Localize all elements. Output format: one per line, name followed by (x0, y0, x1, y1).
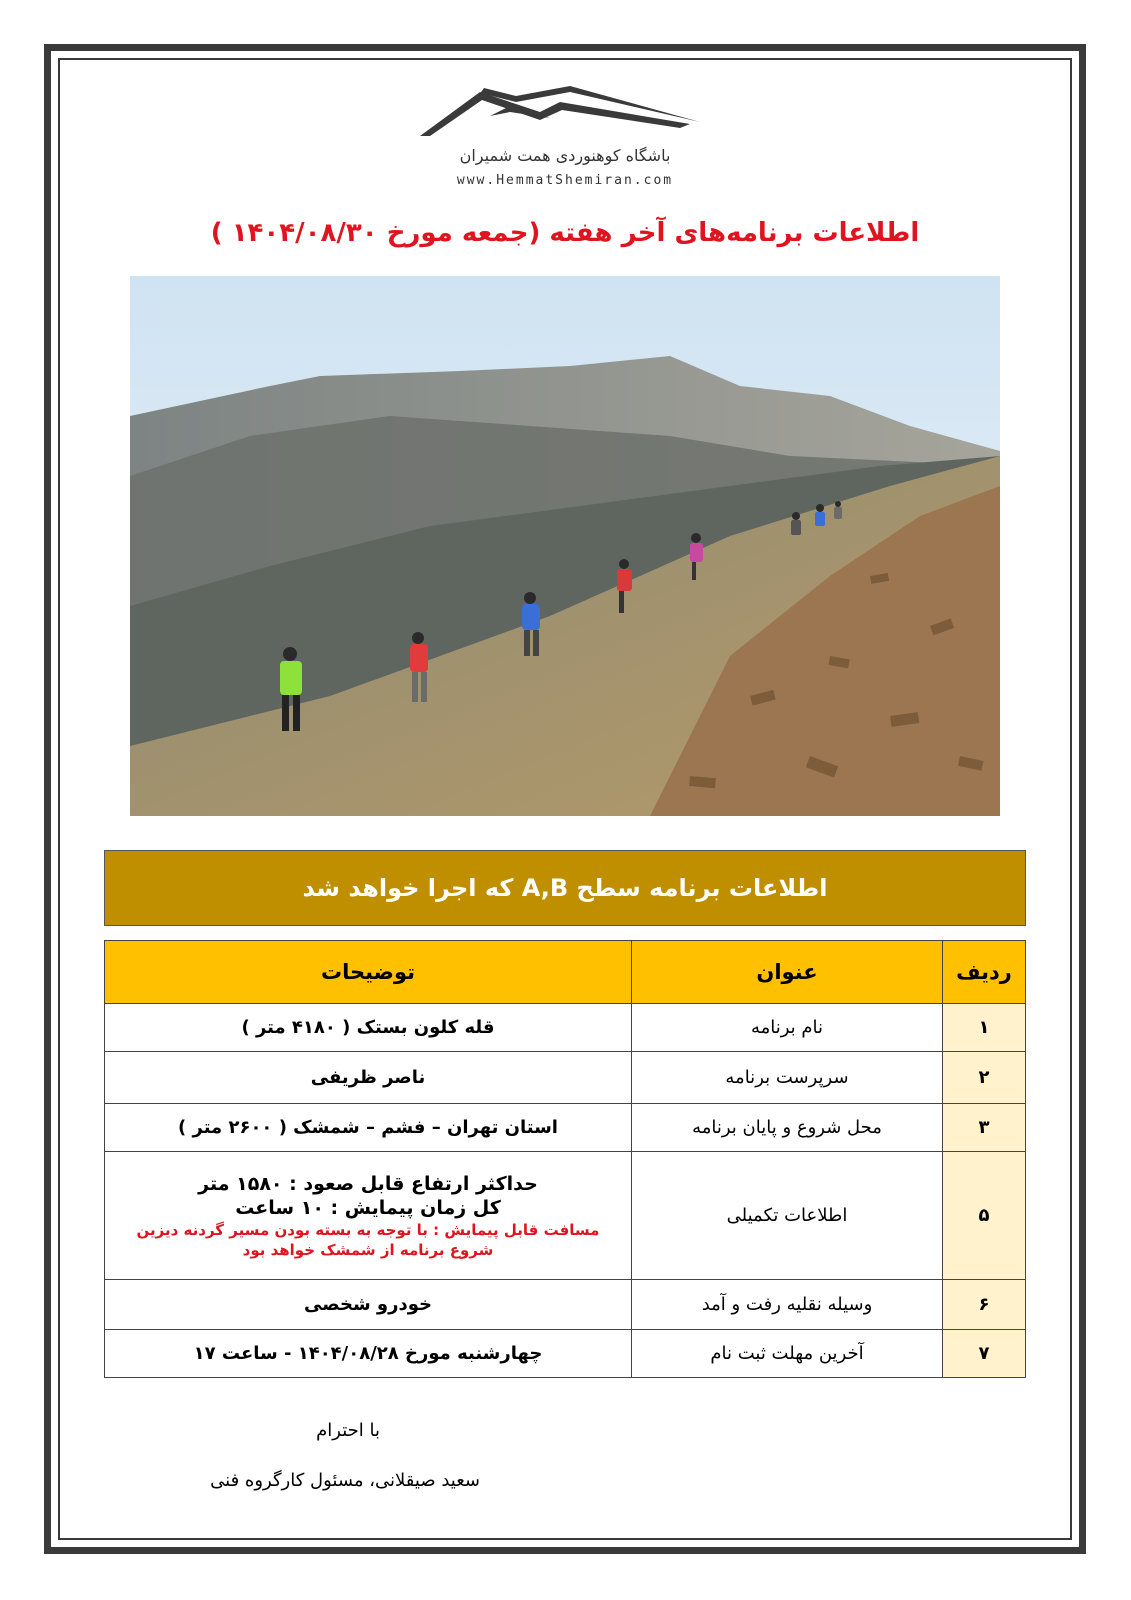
table-row (105, 1152, 1026, 1280)
row-desc: ناصر ظریفی (105, 1052, 632, 1104)
total-time-text: کل زمان پیمایش : ۱۰ ساعت (235, 1196, 501, 1219)
table-header-row (105, 941, 1026, 1004)
table-row (105, 1004, 1026, 1052)
row-num: ۵ (943, 1152, 1026, 1280)
level-banner: اطلاعات برنامه سطح A,B که اجرا خواهد شد (104, 850, 1026, 926)
table-row (105, 1104, 1026, 1152)
signer-text: سعید صیقلانی، مسئول کارگروه فنی (210, 1470, 480, 1491)
header-num: ردیف (943, 941, 1026, 1004)
club-name: باشگاه کوهنوردی همت شمیران (459, 146, 671, 165)
club-url: www.HemmatShemiran.com (456, 173, 674, 188)
row-desc: استان تهران – فشم – شمشک ( ۲۶۰۰ متر ) (105, 1104, 632, 1152)
table-row (105, 1330, 1026, 1378)
row-num: ۷ (943, 1330, 1026, 1378)
row-title: نام برنامه (632, 1004, 943, 1052)
row-title: وسیله نقلیه رفت و آمد (632, 1280, 943, 1330)
table-row (105, 1280, 1026, 1330)
row-num: ۳ (943, 1104, 1026, 1152)
row-desc (105, 1152, 632, 1280)
row-title: محل شروع و پایان برنامه (632, 1104, 943, 1152)
closing-text: با احترام (316, 1420, 380, 1441)
club-logo (420, 84, 710, 192)
distance-note: مسافت قابل پیمایش : با توجه به بسته بودن مسیر گردنه دیزین (136, 1220, 600, 1239)
max-altitude-text: حداکثر ارتفاع قابل صعود : ۱۵۸۰ متر (198, 1172, 538, 1195)
row-desc: قله کلون بستک ( ۴۱۸۰ متر ) (105, 1004, 632, 1052)
row-title: اطلاعات تکمیلی (632, 1152, 943, 1280)
row-title: سرپرست برنامه (632, 1052, 943, 1104)
header-desc: توضیحات (105, 941, 632, 1004)
row-num: ۶ (943, 1280, 1026, 1330)
row-num: ۱ (943, 1004, 1026, 1052)
row-desc: خودرو شخصی (105, 1280, 632, 1330)
row-desc: چهارشنبه مورخ ۱۴۰۴/۰۸/۲۸ - ساعت ۱۷ (105, 1330, 632, 1378)
header-title: عنوان (632, 941, 943, 1004)
table-row (105, 1052, 1026, 1104)
page-title: اطلاعات برنامه‌های آخر هفته (جمعه مورخ ۱۴۰۴/۰۸/۳۰ ) (210, 218, 920, 248)
mountain-hikers-photo (130, 276, 1000, 816)
mountain-logo-icon (420, 84, 710, 144)
row-title: آخرین مهلت ثبت نام (632, 1330, 943, 1378)
row-num: ۲ (943, 1052, 1026, 1104)
start-note: شروع برنامه از شمشک خواهد بود (242, 1240, 494, 1259)
program-info-table (104, 940, 1026, 1378)
